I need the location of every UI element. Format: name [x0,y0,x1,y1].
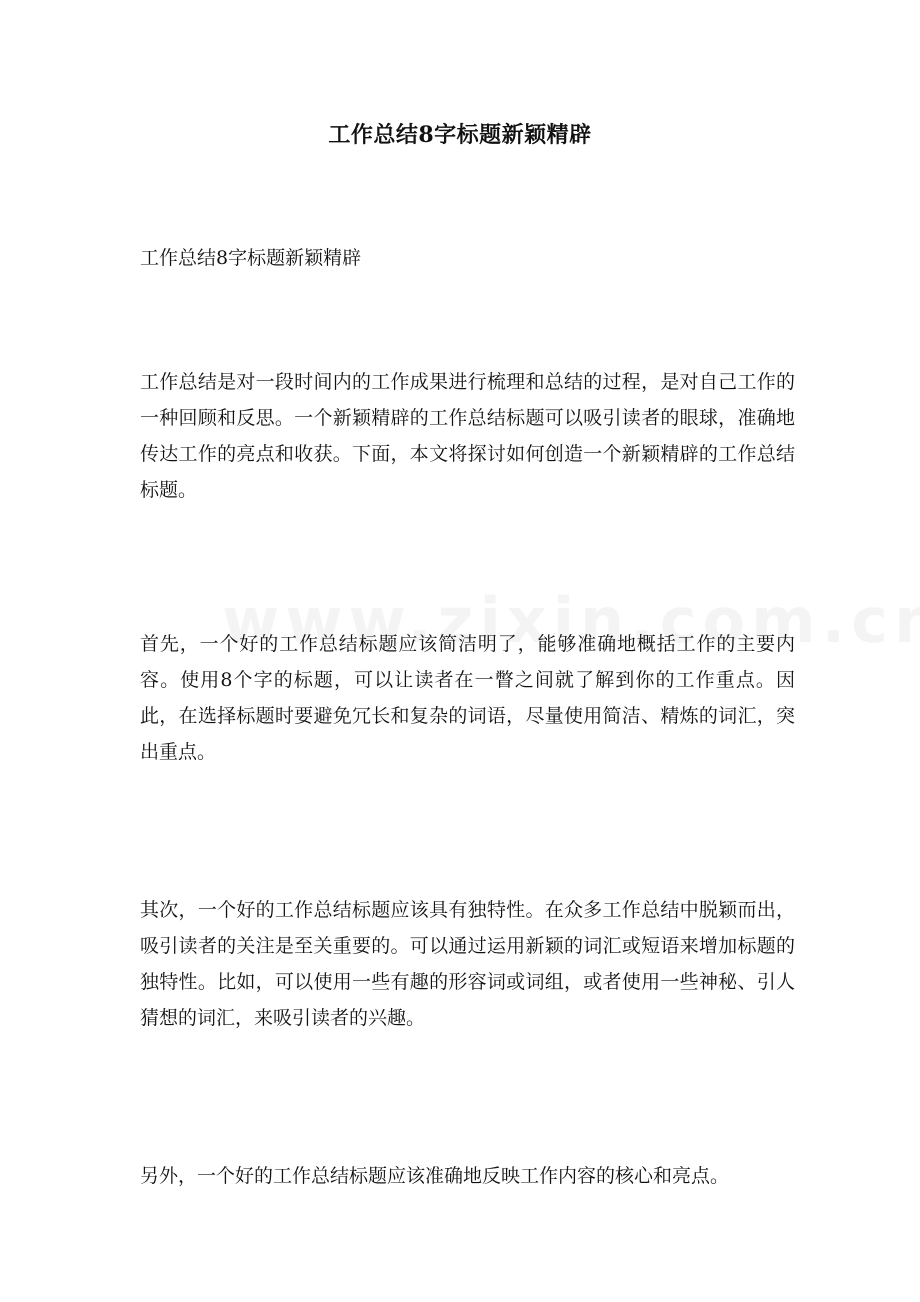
paragraph-second: 其次，一个好的工作总结标题应该具有独特性。在众多工作总结中脱颖而出，吸引读者的关注是至关重要的。可以通过运用新颖的词汇或短语来增加标题的独特性。比如，可以使用一些有趣的形容词或词组，或者使用一些神秘、引人猜想的词汇，来吸引读者的兴趣。 [140,899,795,1029]
paragraph-third: 另外，一个好的工作总结标题应该准确地反映工作内容的核心和亮点。 [140,1165,730,1187]
paragraph-intro: 工作总结是对一段时间内的工作成果进行梳理和总结的过程，是对自己工作的一种回顾和反思。一个新颖精辟的工作总结标题可以吸引读者的眼球，准确地传达工作的亮点和收获。下面，本文将探讨如何创造一个新颖精辟的工作总结标题。 [140,371,795,501]
document-subtitle: 工作总结8字标题新颖精辟 [140,247,362,269]
document-title: 工作总结8字标题新颖精辟 [328,122,592,148]
paragraph-first: 首先，一个好的工作总结标题应该简洁明了，能够准确地概括工作的主要内容。使用8个字的标题，可以让读者在一瞥之间就了解到你的工作重点。因此，在选择标题时要避免冗长和复杂的词语，尽量使用简洁、精炼的词汇，突出重点。 [140,633,795,763]
